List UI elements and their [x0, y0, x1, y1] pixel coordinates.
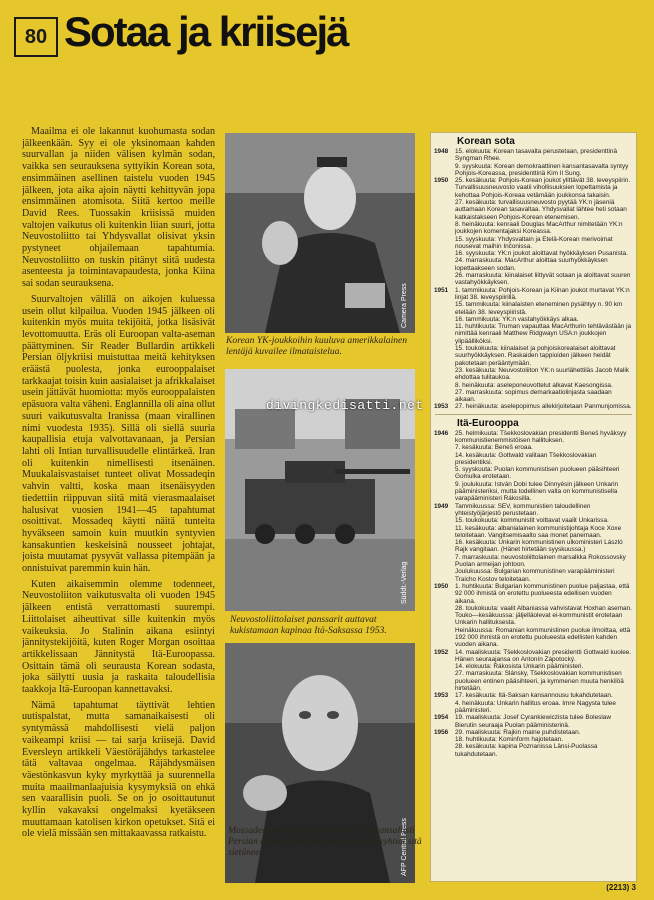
timeline-year: 1950 — [434, 177, 449, 185]
timeline-entry — [431, 554, 636, 569]
timeline-text: 1. huhtikuuta: Bulgarian kommunistinen puolue paljastaa, että 92 000 ihmistä on erotettu puolueesta edellisen vuoden aikana. — [455, 582, 630, 605]
timeline-entry — [431, 382, 636, 389]
timeline-text: 7. kesäkuuta: Beneš eroaa. — [455, 444, 533, 452]
timeline-year — [431, 316, 455, 323]
timeline-entry — [431, 517, 636, 524]
timeline-year — [431, 700, 455, 715]
timeline-year — [431, 250, 455, 257]
timeline-text: 8. heinäkuuta: aseleponeuvottelut alkavat Kaesongissa. — [455, 381, 613, 389]
timeline-entry — [431, 430, 636, 445]
timeline-year: 1946 — [434, 429, 449, 437]
timeline-year — [431, 517, 455, 524]
timeline-text: 15. tammikuuta: kiinalaisten eteneminen pysähtyy n. 90 km etelään 38. leveyspiiristä. — [455, 301, 623, 316]
section-divider — [435, 414, 632, 415]
timeline-year — [431, 345, 455, 367]
timeline-entry — [431, 389, 636, 404]
timeline-text: 9. joulukuuta: István Dobi tulee Dinnyésin jälkeen Unkarin pääministeriksi, mutta todellinen valta on kommunistisella varapääministeri Rákosilla. — [455, 480, 619, 503]
timeline-entry — [431, 199, 636, 221]
timeline-entry — [431, 700, 636, 715]
photo-credit: AFP Central Press — [401, 818, 408, 876]
timeline-entry — [431, 663, 636, 670]
timeline-year — [431, 389, 455, 404]
timeline-entry — [431, 649, 636, 664]
timeline-entry — [431, 736, 636, 743]
timeline-year — [431, 301, 455, 316]
timeline-year — [431, 481, 455, 503]
timeline-year: 1952 — [434, 648, 449, 656]
timeline-text: 7. marraskuuta: neuvostoliittolainen marsalkka Rokossovsky Puolan armeijan johtoon. — [455, 553, 626, 569]
timeline-entry — [431, 729, 636, 736]
timeline-text: 26. marraskuuta: kiinalaiset liittyvät sotaan ja aloittavat suuren vastahyökkäyksen. — [455, 272, 631, 287]
timeline-year: 1949 — [434, 502, 449, 510]
timeline-text: 11. huhtikuuta: Truman vapauttaa MacArthurin tehtävästään ja nimittää kenraali Matthew Ridgwayn USA:n joukkojen ylipäälliköksi. — [455, 323, 632, 345]
article-paragraph: Maailma ei ole lakannut kuohumasta sodan jälkeenkään. Syy ei ole yksinomaan kahden suurvallan ja niiden välisen kylmän sodan, vaikka sen seurauksena syttyikin Korean sota, ensimmäinen asellinen taistelu vuoden 1945 jälkeen, jota aika ajoin näytti kehittyvän jopa ensimmäinen atomisota. Siitä kertoo meille David Rees. Tuossakin kriisissä muiden valtojen vaikutus oli kuitenkin liian suuri, jotta Neuvostoliitto tai Yhdysvallat olisivat yksin pystyneet ohjailemaan tapahtumia. Neuvostoliitto on tuskin pitänyt siitä uudesta asenteesta ja toimintavapaudesta, jonka Kiina sai sodan seurauksena. — [22, 126, 215, 290]
photo-pilot-image — [225, 133, 415, 333]
timeline-text: 8. heinäkuuta: kenraali Douglas MacArthur nimitetään YK:n joukkojen komentajaksi Koreassa. — [455, 220, 623, 236]
article-body — [22, 126, 215, 846]
timeline-text: 17. kesäkuuta: Itä-Saksan kansannousu tukahdutetaan. — [455, 692, 613, 700]
timeline-text: 14. maaliskuuta: Tšekkoslovakian presidentti Gottwald kuolee. Hänen seuraajansa on Antonín Zápotocký. — [455, 648, 632, 663]
timeline-entry — [431, 367, 636, 382]
timeline-text: 19. maaliskuuta: Josef Cyrankiewiczista tulee Boleslaw Bierutin seuraaja Puolan pääministerinä. — [455, 714, 611, 729]
timeline-year: 1954 — [434, 714, 449, 722]
timeline-sidebar — [430, 132, 637, 882]
timeline-entry — [431, 236, 636, 251]
timeline-text: 28. toukokuuta: vaalit Albaniassa vahvistavat Hoxhan aseman. — [455, 604, 632, 612]
timeline-year — [431, 743, 455, 758]
timeline-section-title: Itä-Eurooppa — [457, 417, 519, 429]
timeline-text: Heinäkuussa: Romanian kommunistinen puolue ilmoittaa, että 192 000 ihmistä on erotettu puolueesta edellisten kahden vuoden aikana. — [455, 626, 631, 649]
timeline-year — [431, 554, 455, 569]
timeline-text: 27. kesäkuuta: turvallisuusneuvosto pyytää YK:n jäseniä auttamaan Korean tasavaltaa. Yhdysvallat lähtee heti sotaan katkaistakseen Pohjois-Korean etenemisen. — [455, 199, 627, 221]
timeline-text: 16. syyskuuta: YK:n joukot aloittavat hyökkäyksen Pusanista. — [455, 250, 628, 258]
timeline-year — [431, 612, 455, 627]
timeline-text: 5. syyskuuta: Puolan kommunistisen puolueen pääsihteeri Gomulka erotetaan. — [455, 466, 620, 481]
timeline-year: 1951 — [434, 286, 449, 294]
article-paragraph: Kuten aikaisemmin olemme todenneet, Neuvostoliiton vaikutusvalta oli vuoden 1945 jälkeen entistä verrattomasti suurempi. Liittolaiset aiheuttivat sille kuitenkin myös vaikeuksia. Jo Stalinin aikana esiintyi jännitystekijöitä, kuten Roger Morgan osoittaa artikkelissaan Jännitystä Itä-Euroopassa. Osittain tämä oli seurausta Korean sodasta, joka säilytti uusia ja raskaita taloudellisia taakkoja Itä-Euroopan kannettavaksi. — [22, 578, 215, 696]
timeline-year — [431, 367, 455, 382]
timeline-year — [431, 452, 455, 467]
timeline-text: 14. elokuuta: Rákosista Unkarin pääministeri. — [455, 663, 584, 671]
timeline-entry — [431, 583, 636, 605]
korea-timeline-list — [431, 148, 636, 411]
article-paragraph: Nämä tapahtumat täyttivät lehtien uutispalstat, mutta samanaikaisesti oli syntymässä mahdollisesti vielä paljon vaikeampi kriisi — tai sarja kriisejä. David Eversleyn artikkeli Väestöräjähdys tarkastelee tätä valtavaa ongelmaa. Räjähdysmäisen väestönkasvun kyky myrkyttää ja suurennella muita maailmanlaajuisia kysymyksiä on ehkä sen vaarallisin puoli. Se on jo osoittautunut kyllin vakavaksi ongelmaksi kyetäkseen muuttamaan katolisen kirkon opetukset. Sitä ei ole vielä missään sen mittakaavassa ratkaistu. — [22, 699, 215, 840]
timeline-year — [431, 199, 455, 221]
issue-number-box — [14, 17, 58, 57]
timeline-entry — [431, 148, 636, 163]
timeline-text: 16. tammikuuta: YK:n vastahyökkäys alkaa. — [455, 315, 579, 323]
photo-caption: Mossadeq oikeudenkäynnissään. Hän kansallisti Persian öljyn eivätkä kansainväliset öljyyhtiöt sitä sietäneet. — [228, 825, 422, 858]
timeline-year — [431, 382, 455, 389]
timeline-entry — [431, 525, 636, 540]
timeline-entry — [431, 714, 636, 729]
timeline-entry — [431, 692, 636, 699]
timeline-text: 27. heinäkuuta: aselepopimus allekirjoitetaan Panmunjomissa. — [455, 403, 632, 411]
timeline-year — [431, 272, 455, 287]
timeline-year — [431, 257, 455, 272]
timeline-entry — [431, 612, 636, 627]
timeline-entry — [431, 345, 636, 367]
photo-credit: Camera Press — [401, 283, 408, 328]
issue-number: 80 — [24, 25, 48, 48]
timeline-year — [431, 236, 455, 251]
timeline-entry — [431, 539, 636, 554]
timeline-text: Joulukuussa: Bulgarian kommunistinen varapääministeri Traicho Kostov teloitetaan. — [455, 568, 615, 583]
timeline-entry — [431, 403, 636, 410]
timeline-year: 1948 — [434, 148, 449, 155]
page-title: Sotaa ja kriisejä — [64, 8, 348, 55]
timeline-entry — [431, 466, 636, 481]
timeline-text: 29. maaliskuuta: Rajkin maine puhdistetaan. — [455, 728, 581, 736]
timeline-text: 4. heinäkuuta: Unkarin hallitus eroaa. Imre Nagysta tulee pääministeri. — [455, 699, 616, 714]
timeline-text: 18. huhtikuuta: Kominform hajotetaan. — [455, 736, 563, 744]
timeline-text: 28. kesäkuuta: kapina Poznanissa Länsi-Puolassa tukahdutetaan. — [455, 743, 598, 758]
timeline-entry — [431, 163, 636, 178]
timeline-entry — [431, 301, 636, 316]
timeline-text: 14. kesäkuuta: Gottwald valitaan Tšekkoslovakian presidentiksi. — [455, 451, 597, 466]
timeline-year — [431, 736, 455, 743]
timeline-year — [431, 466, 455, 481]
timeline-text: Tammikuussa: SEV, kommunistien taloudellinen yhteistyöjärjestö perustetaan. — [455, 502, 591, 517]
timeline-text: 15. toukokuuta: kiinalaiset ja pohjoiskorealaiset aloittavat suurhyökkäyksen. Raskaiden tappioiden jälkeen heidät pakotetaan perääntymään. — [455, 345, 616, 367]
timeline-year — [431, 221, 455, 236]
timeline-year: 1953 — [434, 692, 449, 700]
page-number: (2213) 3 — [606, 883, 636, 892]
timeline-text: 1. tammikuuta: Pohjois-Korean ja Kiinan joukot murtavat YK:n linjat 38. leveyspiirillä. — [455, 286, 630, 301]
timeline-text: 11. kesäkuuta: albanialainen kommunistijohtaja Koce Xoxe teloitetaan. Vangitsemisaalto saa monet panemaan. — [455, 524, 622, 539]
article-paragraph: Suurvaltojen välillä on aikojen kuluessa usein ollut kilpailua. Vuoden 1945 jälkeen oli kuitenkin myös muita tekijöitä, jotka lisäsivät levottomuutta. Eräs oli Euroopan valta-aseman päättyminen. Sir Reader Bullardin artikkeli Persian öljykriisi muistuttaa meitä kehityksen eräästä puolesta, jonka eurooppalaiset tarkkaajat toisin kuin aasialaiset ja afrikkalaiset usein jättävät huomiotta: myös eurooppalaisten epäsuora valta väheni. Englannilla oli aina ollut suuri vaikutusvalta Iranissa (maan virallinen nimi vuodesta 1935). Sillä oli siellä suuria kaupallisia etuja valvottavanaan, ja Persian lahti oli Intian turvallisuudelle elintärkeä. Iran oli kuitenkin nimellisesti itsenäinen. Muukalaisvastaiset tunteet olivat Mossadeqin vahvin valtti, koska maan itsenäisyyden tiedettiin riippuvan siitä mitä vierasmaalaiset halusivat vuosien 1941—45 tapahtumat osoittivat. Mossadeq käytti näitä tunteita hyväkseen samoin kuin muutkin syntyvien kansakuntien keskeisinä nousseet johtajat, joista muutamat pysyvät vallassa pitempään ja onnistuivat paremmin kuin hän. — [22, 293, 215, 575]
timeline-text: 25. kesäkuuta: Pohjois-Korean joukot ylittävät 38. leveyspiirin. Turvallisuusneuvosto vaatii vihollisuuksien lopettamista ja kehottaa Pohjois-Koreaa vetämään joukkonsa takaisin. — [455, 177, 631, 199]
timeline-year — [431, 525, 455, 540]
timeline-year: 1953 — [434, 403, 449, 411]
timeline-text: Touko—kesäkuussa: jäljelläolevat ei-kommunistit erotetaan Unkarin hallituksesta. — [455, 612, 623, 627]
timeline-text: 24. marraskuuta: MacArthur aloittaa suurhyökkäyksen lopettaakseen sodan. — [455, 257, 608, 272]
timeline-text: 23. kesäkuuta: Neuvostoliiton YK:n suurlähettiläs Jacob Malik ehdottaa tulitaukoa. — [455, 366, 629, 382]
timeline-text: 15. syyskuuta: Yhdysvaltain ja Etelä-Korean merivoimat nousevat maihin Inčonissa. — [455, 235, 613, 250]
timeline-year — [431, 444, 455, 451]
europe-timeline-list — [431, 430, 636, 758]
timeline-entry — [431, 670, 636, 692]
timeline-text: 9. syyskuuta: Korean demokraattinen kansantasavalta syntyy Pohjois-Koreassa, presidenttinä Kim Il Sung. — [455, 162, 629, 177]
timeline-entry — [431, 568, 636, 583]
timeline-entry — [431, 605, 636, 612]
timeline-year — [431, 323, 455, 345]
timeline-entry — [431, 257, 636, 272]
timeline-text: 15. toukokuuta: kommunistit voittavat vaalit Unkarissa. — [455, 517, 609, 525]
timeline-year: 1956 — [434, 728, 449, 736]
timeline-year: 1950 — [434, 582, 449, 590]
timeline-entry — [431, 503, 636, 518]
timeline-year — [431, 663, 455, 670]
timeline-entry — [431, 743, 636, 758]
timeline-text: 25. helmikuuta: Tšekkoslovakian presidentti Beneš hyväksyy kommunistienemmistöisen hallituksen. — [455, 429, 627, 444]
timeline-entry — [431, 316, 636, 323]
timeline-year — [431, 670, 455, 692]
timeline-year — [431, 627, 455, 649]
timeline-text: 16. kesäkuuta: Unkarin kommunistinen ulkoministeri László Rajk vangitaan. (Hänet hirtetään syyskuussa.) — [455, 539, 623, 554]
timeline-entry — [431, 452, 636, 467]
timeline-section-title: Korean sota — [457, 136, 515, 147]
timeline-entry — [431, 177, 636, 199]
timeline-text: 15. elokuuta: Korean tasavalta perustetaan, presidenttinä Syngman Rhee. — [455, 148, 618, 163]
timeline-entry — [431, 272, 636, 287]
timeline-entry — [431, 481, 636, 503]
timeline-year — [431, 605, 455, 612]
timeline-entry — [431, 444, 636, 451]
photo-caption: Neuvostoliittolaiset panssarit auttavat kukistamaan kapinaa Itä-Saksassa 1953. — [230, 614, 387, 636]
watermark: divingkedisatti.net — [266, 398, 424, 413]
timeline-year — [431, 163, 455, 178]
timeline-entry — [431, 250, 636, 257]
timeline-entry — [431, 221, 636, 236]
photo-credit: Süddt.-Verlag — [401, 561, 408, 604]
timeline-text: 27. marraskuuta: Slánsky, Tšekkoslovakian kommunistisen puolueen entinen pääsihteeri, ja kymmenen muuta henkilöä hirtetään. — [455, 670, 624, 693]
photo-pilot — [225, 133, 415, 333]
photo-caption: Korean YK-joukkoihin kuuluva amerikkalainen lentäjä kuvailee ilmataistelua. — [226, 335, 408, 357]
timeline-entry — [431, 627, 636, 649]
timeline-year — [431, 568, 455, 583]
timeline-entry — [431, 323, 636, 345]
timeline-entry — [431, 287, 636, 302]
timeline-year — [431, 539, 455, 554]
timeline-text: 27. marraskuuta: sopimus demarkaatiolinjasta saadaan aikaan. — [455, 388, 612, 404]
